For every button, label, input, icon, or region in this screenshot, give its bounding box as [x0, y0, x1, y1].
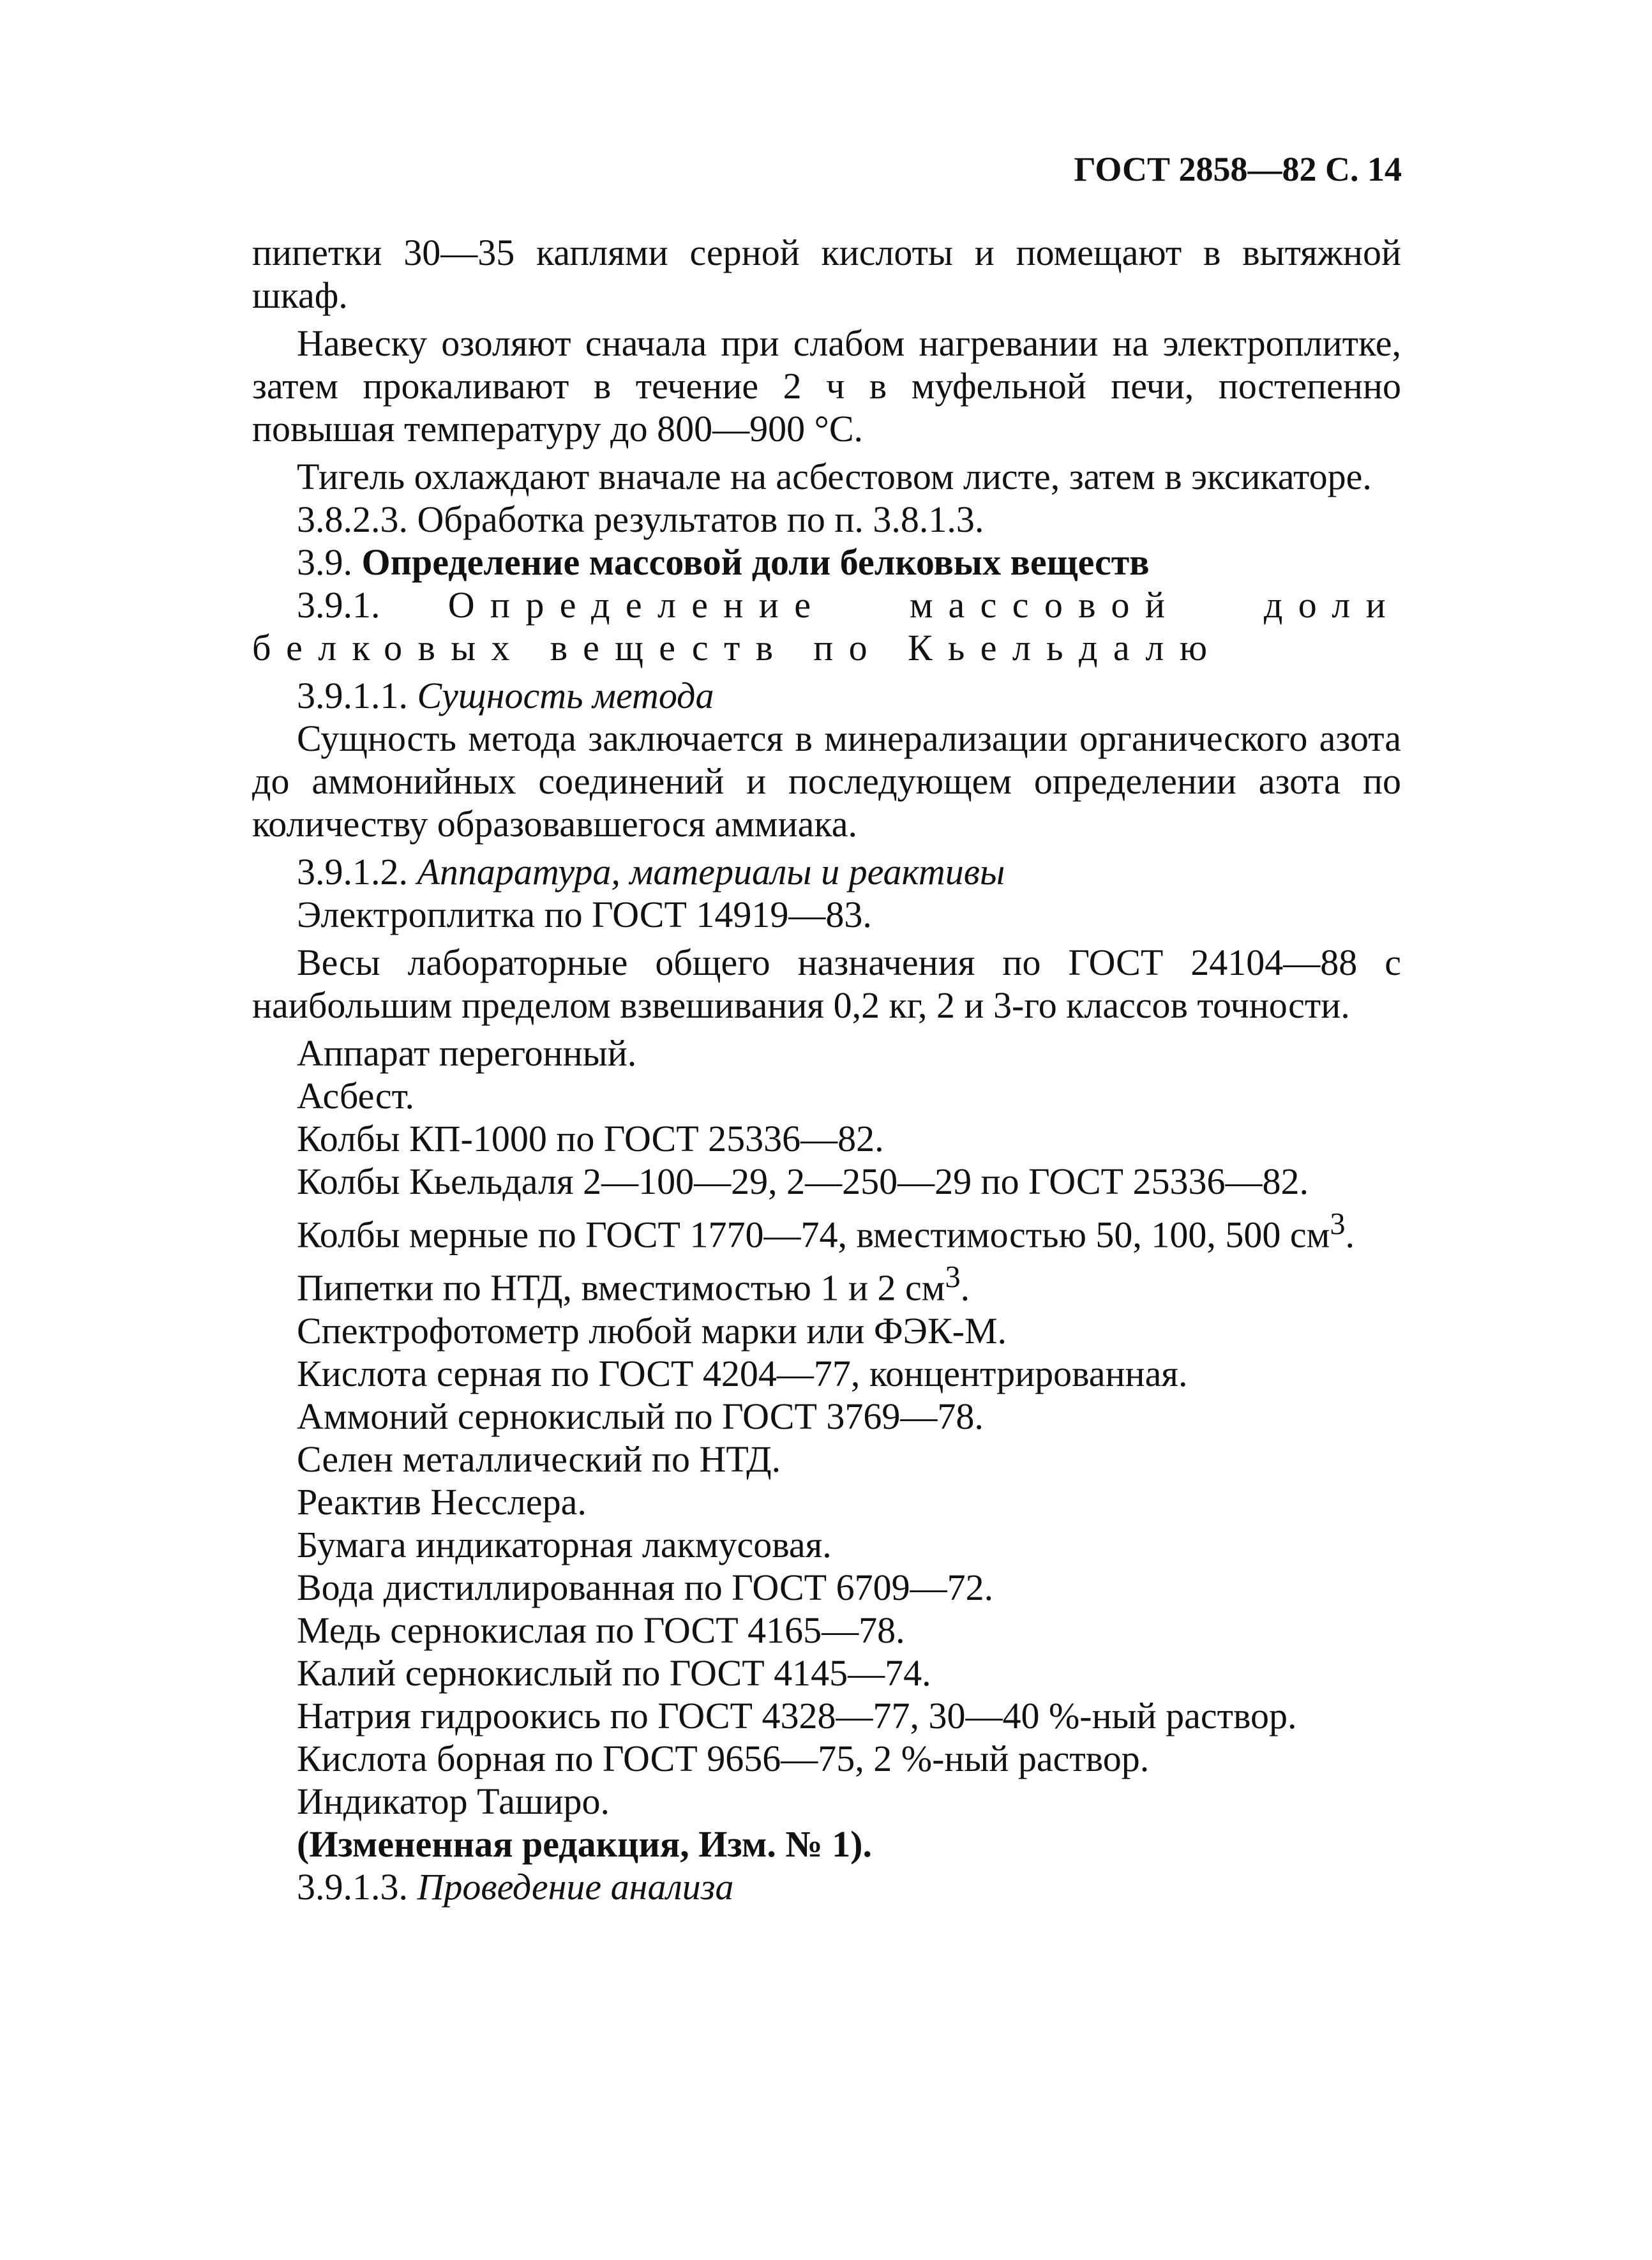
list-item-hotplate: Электроплитка по ГОСТ 14919—83.: [297, 894, 872, 935]
list-item-kjeldahl-flasks: Колбы Кьельдаля 2—100—29, 2—250—29 по ГОСТ 25336—82.: [297, 1161, 1309, 1202]
section-3-9-1-2-heading: [252, 850, 1401, 893]
list-item-asbestos: Асбест.: [297, 1075, 415, 1117]
list-item-volumetric-flasks: [252, 1203, 1401, 1256]
section-3-9-1-title: Определение массовой доли белковых веществ по Кьельдалю: [252, 584, 1401, 668]
list-item-sodium-hydroxide: Натрия гидроокись по ГОСТ 4328—77, 30—40 %-ный раствор.: [297, 1694, 1297, 1736]
section-3-9-1-1-heading: [252, 674, 1401, 717]
list-item-distilled-water: Вода дистиллированная по ГОСТ 6709—72.: [297, 1566, 994, 1608]
pipettes-text: Пипетки по НТД, вместимостью 1 и 2 см: [297, 1267, 945, 1309]
paragraph-results-processing: 3.8.2.3. Обработка результатов по п. 3.8.1.3.: [297, 499, 984, 540]
section-3-9-1-2-number: 3.9.1.2.: [297, 851, 408, 893]
list-item-tashiro-indicator: Индикатор Таширо.: [297, 1780, 610, 1822]
section-3-9-1-1-title: Сущность метода: [417, 675, 714, 716]
volumetric-flasks-end: .: [1345, 1214, 1355, 1256]
list-item-pipettes: [252, 1256, 1401, 1309]
list-item-nessler-reagent: Реактив Несслера.: [297, 1480, 587, 1523]
list-item-spectrophotometer: Спектрофотометр любой марки или ФЭК-М.: [297, 1309, 1007, 1352]
pipettes-superscript: 3: [945, 1260, 961, 1295]
paragraph-crucible-cooling: Тигель охлаждают вначале на асбестовом листе, затем в эксикаторе.: [297, 456, 1372, 497]
list-item-boric-acid: Кислота борная по ГОСТ 9656—75, 2 %-ный раствор.: [297, 1737, 1150, 1779]
pipettes-end: .: [960, 1267, 970, 1309]
section-3-9-1-3-title: Проведение анализа: [417, 1865, 734, 1908]
revision-note: (Измененная редакция, Изм. № 1).: [297, 1823, 872, 1865]
list-item-scales: Весы лабораторные общего назначения по ГОСТ 24104—88 с наибольшим пределом взвешивания 0,2 кг, 2 и 3-го классов точности.: [252, 942, 1401, 1026]
section-3-9-1-number: 3.9.1.: [297, 584, 380, 626]
list-item-apparatus: Аппарат перегонный.: [297, 1032, 637, 1074]
section-3-9-title: Определение массовой доли белковых веществ: [361, 541, 1150, 583]
section-3-9-1-3-number: 3.9.1.3.: [297, 1865, 408, 1908]
list-item-copper-sulfate: Медь сернокислая по ГОСТ 4165—78.: [297, 1609, 905, 1651]
section-3-9-1-heading: [252, 584, 1401, 669]
list-item-selenium: Селен металлический по НТД.: [297, 1438, 781, 1480]
list-item-kp-flasks: Колбы КП-1000 по ГОСТ 25336—82.: [297, 1118, 884, 1159]
section-3-9-1-3-heading: [252, 1865, 1401, 1908]
list-item-litmus-paper: Бумага индикаторная лакмусовая.: [297, 1523, 832, 1565]
paragraph-ashing: Навеску озоляют сначала при слабом нагревании на электроплитке, затем прокаливают в течение 2 ч в муфельной печи, постепенно повышая температуру до 800—900 °С.: [252, 322, 1401, 449]
volumetric-flasks-text: Колбы мерные по ГОСТ 1770—74, вместимостью 50, 100, 500 см: [297, 1214, 1330, 1256]
list-item-sulfuric-acid: Кислота серная по ГОСТ 4204—77, концентрированная.: [297, 1352, 1188, 1394]
volumetric-flasks-superscript: 3: [1330, 1207, 1346, 1241]
list-item-potassium-sulfate: Калий сернокислый по ГОСТ 4145—74.: [297, 1652, 931, 1694]
section-3-9-heading: [252, 541, 1401, 584]
paragraph-pipette: пипетки 30—35 каплями серной кислоты и помещают в вытяжной шкаф.: [252, 232, 1401, 316]
section-3-9-1-1-number: 3.9.1.1.: [297, 675, 408, 716]
paragraph-method-essence: Сущность метода заключается в минерализации органического азота до аммонийных соединений и последующем определении азота по количеству образовавшегося аммиака.: [252, 718, 1401, 845]
list-item-ammonium-sulfate: Аммоний сернокислый по ГОСТ 3769—78.: [297, 1395, 984, 1437]
document-body: [252, 231, 1401, 1908]
section-3-9-number: 3.9.: [297, 541, 352, 583]
section-3-9-1-2-title: Аппаратура, материалы и реактивы: [417, 851, 1005, 893]
page-header: ГОСТ 2858—82 С. 14: [1074, 150, 1402, 188]
